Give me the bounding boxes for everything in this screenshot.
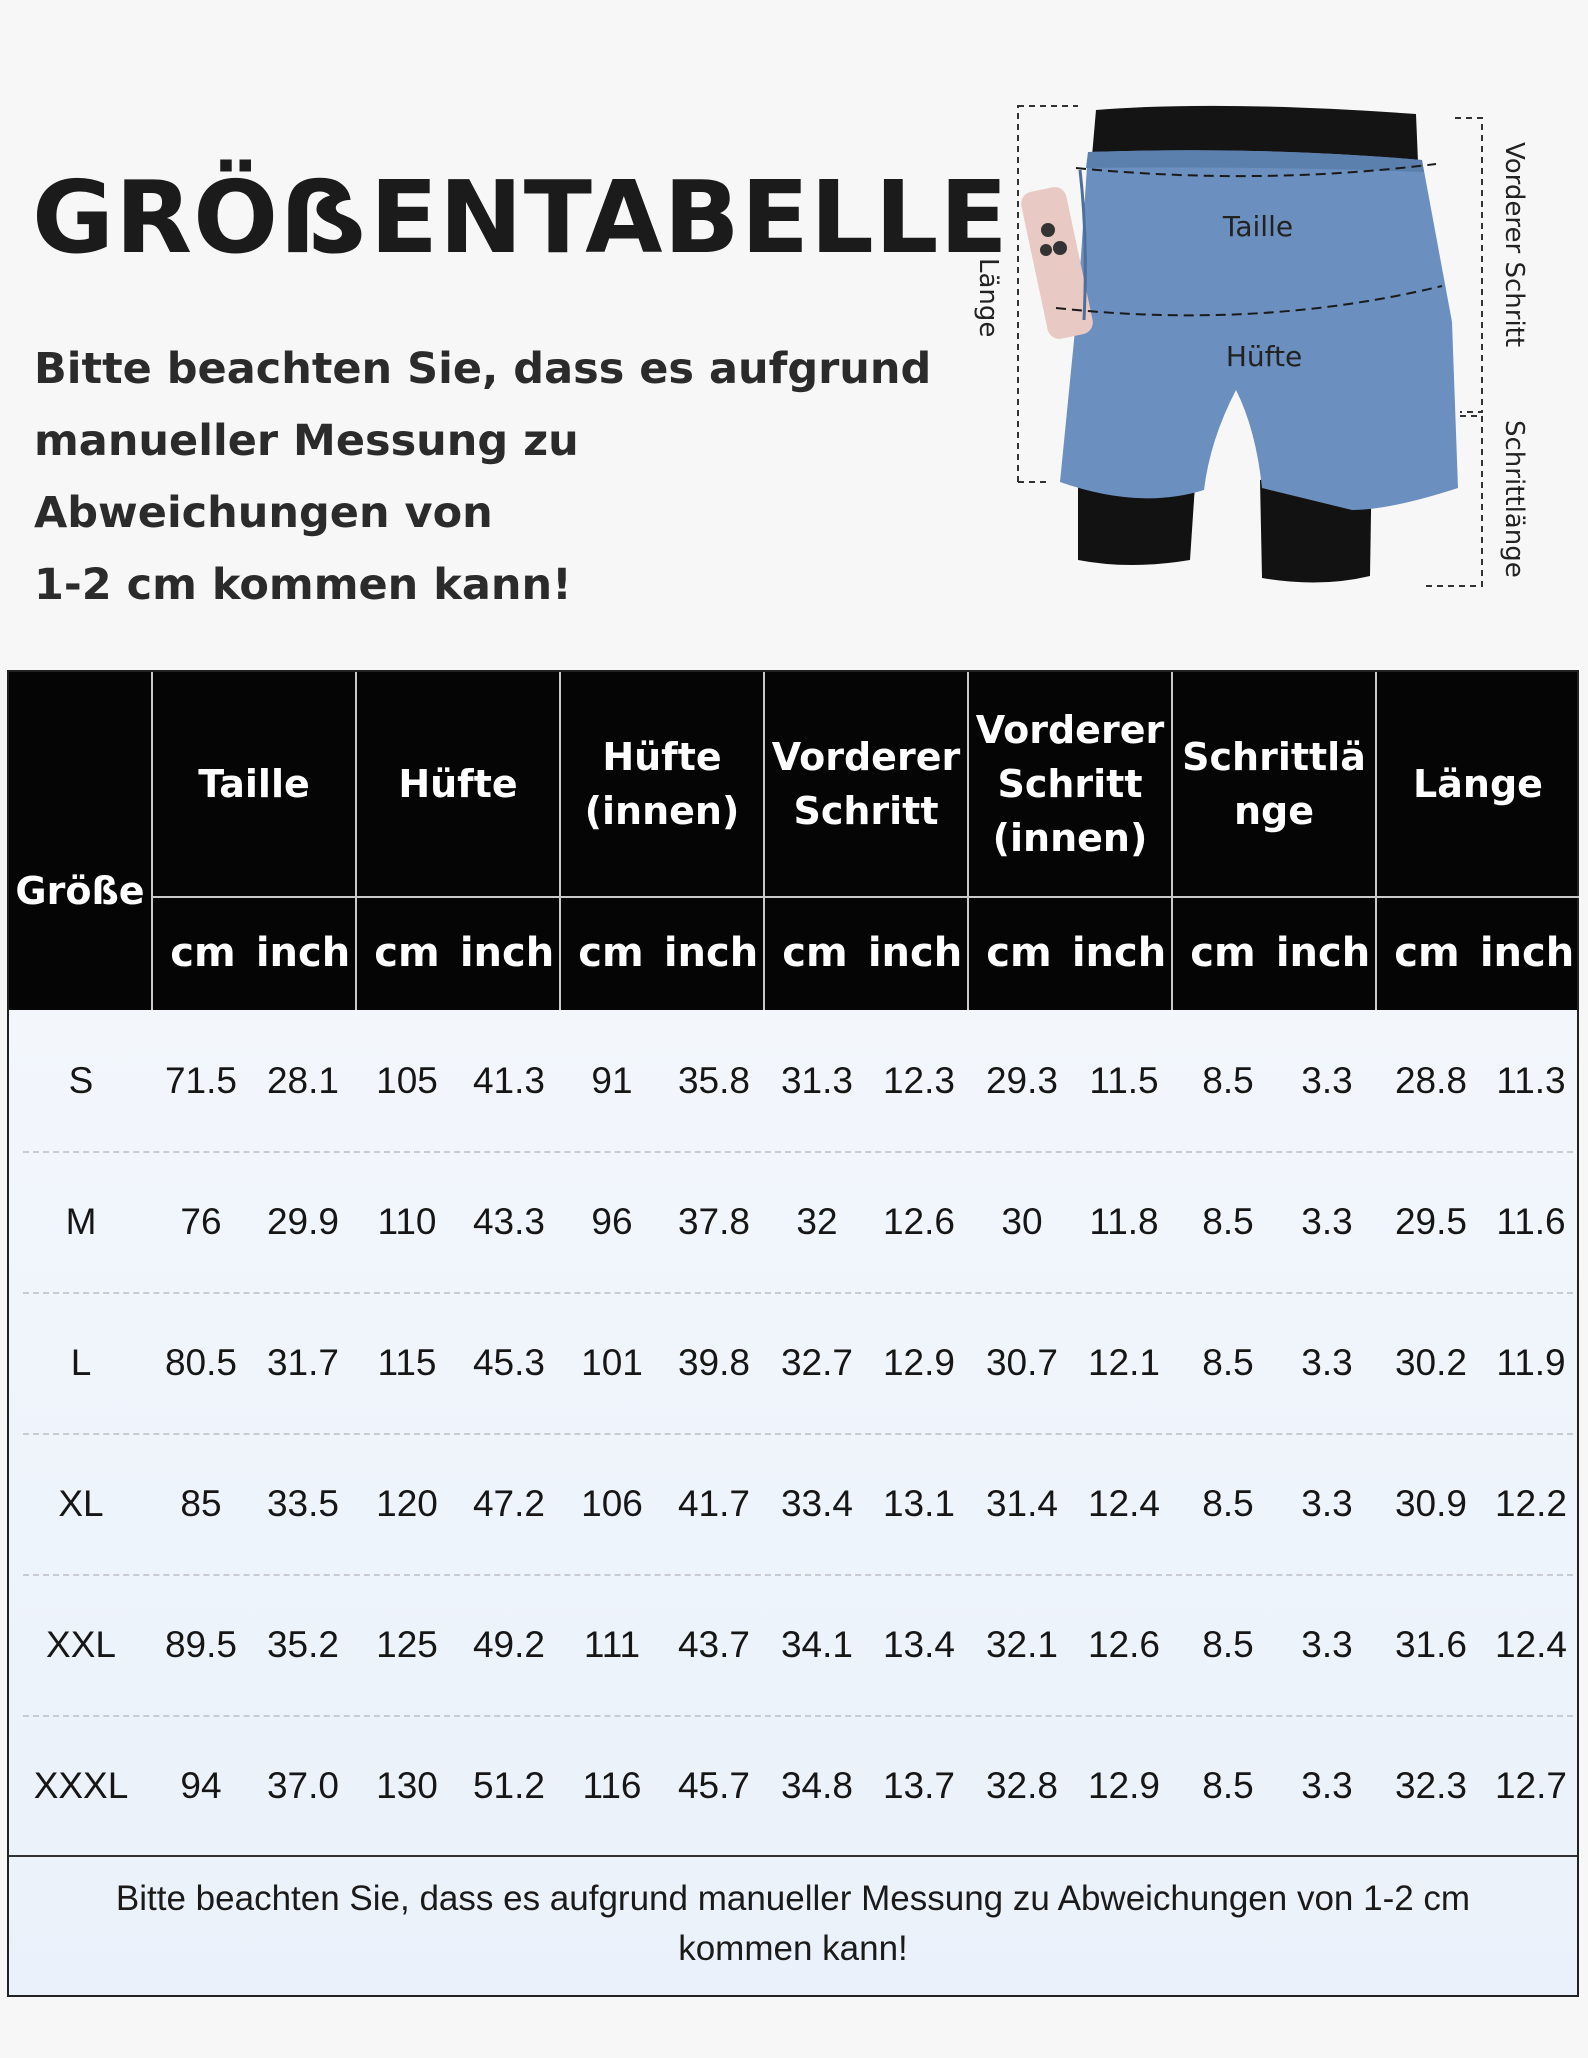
value-inch: 43.3 — [472, 1201, 545, 1242]
value-cm: 30.7 — [985, 1342, 1058, 1383]
column-group-header: Vorderer Schritt (innen) — [967, 672, 1171, 896]
value-cm: 101 — [581, 1342, 643, 1383]
value-inch: 41.3 — [472, 1060, 545, 1101]
value-cm: 30 — [1001, 1201, 1043, 1242]
value-inch: 41.7 — [677, 1483, 750, 1524]
unit-cm-header: cm — [782, 930, 848, 976]
value-cm: 28.8 — [1394, 1060, 1467, 1101]
value-cm: 30.2 — [1394, 1342, 1467, 1383]
value-cm: 89.5 — [164, 1624, 237, 1665]
row-divider — [23, 1151, 1573, 1153]
unit-cm-header: cm — [986, 930, 1052, 976]
value-inch: 37.8 — [677, 1201, 750, 1242]
size-column-header: Größe — [15, 869, 145, 913]
front-rise-bracket — [1455, 118, 1482, 412]
value-cm: 8.5 — [1202, 1624, 1254, 1665]
value-inch: 12.7 — [1494, 1765, 1567, 1806]
footnote-divider — [9, 1855, 1577, 1857]
value-inch: 49.2 — [472, 1624, 545, 1665]
value-inch: 13.4 — [882, 1624, 955, 1665]
value-cm: 96 — [591, 1201, 633, 1242]
value-cm: 8.5 — [1202, 1765, 1254, 1806]
value-inch: 51.2 — [472, 1765, 545, 1806]
value-cm: 110 — [377, 1201, 437, 1242]
value-inch: 12.1 — [1087, 1342, 1160, 1383]
value-inch: 12.9 — [882, 1342, 955, 1383]
value-cm: 91 — [591, 1060, 633, 1101]
value-inch: 3.3 — [1301, 1342, 1353, 1383]
value-inch: 3.3 — [1301, 1624, 1353, 1665]
value-cm: 33.4 — [780, 1483, 853, 1524]
shorts-diagram — [960, 90, 1560, 610]
value-inch: 35.8 — [677, 1060, 750, 1101]
row-divider — [23, 1574, 1573, 1576]
value-cm: 115 — [377, 1342, 437, 1383]
value-inch: 12.3 — [882, 1060, 955, 1101]
front-rise-label: Vorderer Schritt — [1499, 142, 1529, 348]
shorts-body — [1060, 150, 1458, 510]
value-inch: 11.9 — [1496, 1342, 1566, 1383]
unit-inch-header: inch — [1275, 930, 1371, 976]
value-inch: 3.3 — [1301, 1201, 1353, 1242]
value-inch: 12.9 — [1087, 1765, 1160, 1806]
size-cell: M — [65, 1201, 97, 1242]
unit-cm-header: cm — [1394, 930, 1460, 976]
value-inch: 35.2 — [266, 1624, 339, 1665]
value-inch: 3.3 — [1301, 1483, 1353, 1524]
length-bracket — [1018, 106, 1022, 482]
value-inch: 12.2 — [1494, 1483, 1567, 1524]
value-cm: 120 — [376, 1483, 438, 1524]
value-inch: 31.7 — [266, 1342, 339, 1383]
column-group-header: Länge — [1375, 672, 1579, 896]
intro-line: Bitte beachten Sie, dass es aufgrund — [34, 344, 932, 394]
value-inch: 28.1 — [266, 1060, 339, 1101]
unit-inch-header: inch — [867, 930, 963, 976]
value-cm: 8.5 — [1202, 1483, 1254, 1524]
column-group-header: Hüfte — [355, 672, 559, 896]
value-cm: 105 — [376, 1060, 438, 1101]
value-cm: 31.6 — [1394, 1624, 1467, 1665]
inseam-label: Schrittlänge — [1499, 420, 1529, 578]
value-cm: 130 — [376, 1765, 438, 1806]
value-cm: 32.1 — [985, 1624, 1058, 1665]
value-cm: 31.4 — [985, 1483, 1058, 1524]
hip-label: Hüfte — [1225, 340, 1303, 373]
column-group-header: Taille — [151, 672, 355, 896]
value-cm: 76 — [180, 1201, 222, 1242]
value-inch: 12.4 — [1087, 1483, 1160, 1524]
value-inch: 12.6 — [882, 1201, 955, 1242]
column-group-header: Vorderer Schritt — [763, 672, 967, 896]
size-cell: XXXL — [33, 1765, 129, 1806]
value-inch: 3.3 — [1301, 1060, 1353, 1101]
value-cm: 80.5 — [164, 1342, 237, 1383]
page-title: GRÖẞENTABELLE — [32, 159, 1009, 276]
value-cm: 8.5 — [1202, 1201, 1254, 1242]
value-cm: 34.8 — [780, 1765, 853, 1806]
value-cm: 32.8 — [985, 1765, 1058, 1806]
value-cm: 29.3 — [985, 1060, 1058, 1101]
value-inch: 12.6 — [1087, 1624, 1160, 1665]
size-cell: S — [68, 1060, 94, 1101]
value-cm: 71.5 — [164, 1060, 237, 1101]
value-cm: 32.3 — [1394, 1765, 1467, 1806]
value-cm: 32.7 — [780, 1342, 853, 1383]
size-table — [7, 670, 1579, 1997]
value-inch: 11.5 — [1089, 1060, 1159, 1101]
value-inch: 11.8 — [1089, 1201, 1159, 1242]
size-cell: L — [70, 1342, 92, 1383]
value-inch: 11.6 — [1496, 1201, 1566, 1242]
unit-inch-header: inch — [663, 930, 759, 976]
row-divider — [23, 1433, 1573, 1435]
intro-line: manueller Messung zu Abweichungen von — [34, 416, 579, 538]
header-divider — [151, 896, 1579, 898]
row-divider — [23, 1715, 1573, 1717]
row-divider — [23, 1292, 1573, 1294]
value-inch: 12.4 — [1494, 1624, 1567, 1665]
value-cm: 116 — [582, 1765, 642, 1806]
value-inch: 33.5 — [266, 1483, 339, 1524]
unit-cm-header: cm — [170, 930, 236, 976]
value-inch: 45.7 — [677, 1765, 750, 1806]
value-inch: 47.2 — [472, 1483, 545, 1524]
value-cm: 29.5 — [1394, 1201, 1467, 1242]
size-cell: XXL — [46, 1624, 116, 1665]
value-inch: 13.7 — [882, 1765, 955, 1806]
unit-inch-header: inch — [459, 930, 555, 976]
unit-inch-header: inch — [1071, 930, 1167, 976]
footnote: Bitte beachten Sie, dass es aufgrund manueller Messung zu Abweichungen von 1-2 cm kommen kann! — [115, 1879, 1471, 1968]
unit-cm-header: cm — [578, 930, 644, 976]
value-inch: 37.0 — [266, 1765, 339, 1806]
value-cm: 8.5 — [1202, 1060, 1254, 1101]
value-cm: 31.3 — [780, 1060, 853, 1101]
waist-label: Taille — [1222, 210, 1294, 243]
value-inch: 45.3 — [472, 1342, 545, 1383]
value-cm: 125 — [376, 1624, 438, 1665]
value-cm: 32 — [796, 1201, 838, 1242]
column-group-header: Hüfte (innen) — [559, 672, 763, 896]
unit-inch-header: inch — [255, 930, 351, 976]
value-cm: 8.5 — [1202, 1342, 1254, 1383]
value-cm: 30.9 — [1394, 1483, 1467, 1524]
unit-cm-header: cm — [1190, 930, 1256, 976]
value-inch: 39.8 — [677, 1342, 750, 1383]
value-inch: 11.3 — [1496, 1060, 1566, 1101]
value-inch: 3.3 — [1301, 1765, 1353, 1806]
intro-text — [34, 333, 934, 621]
unit-cm-header: cm — [374, 930, 440, 976]
intro-line: 1-2 cm kommen kann! — [34, 560, 572, 610]
value-cm: 111 — [583, 1624, 641, 1665]
unit-inch-header: inch — [1479, 930, 1575, 976]
value-inch: 29.9 — [266, 1201, 339, 1242]
value-inch: 13.1 — [882, 1483, 955, 1524]
size-cell: XL — [58, 1483, 104, 1524]
value-cm: 34.1 — [780, 1624, 853, 1665]
value-cm: 106 — [581, 1483, 643, 1524]
value-inch: 43.7 — [677, 1624, 750, 1665]
length-label: Länge — [973, 258, 1003, 338]
value-cm: 85 — [180, 1483, 222, 1524]
column-group-header: Schrittlä nge — [1171, 672, 1375, 896]
value-cm: 94 — [180, 1765, 222, 1806]
